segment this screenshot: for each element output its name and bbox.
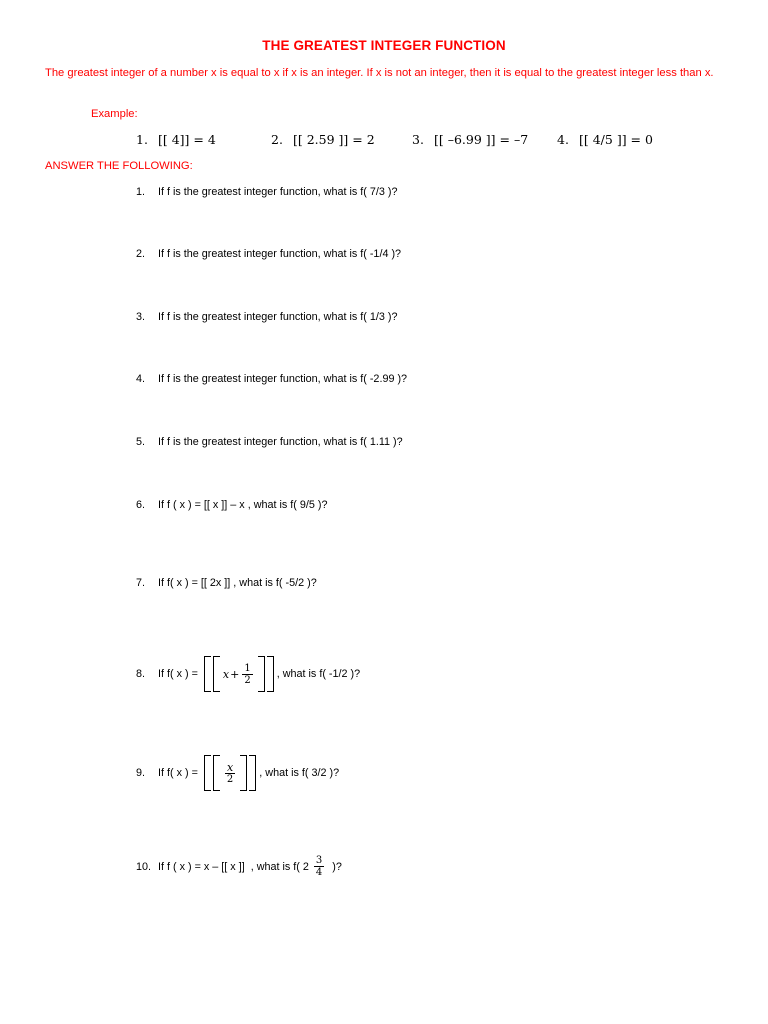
example-number: 4. <box>557 132 569 147</box>
example-expression: [[ –6.99 ]] = –7 <box>434 132 529 147</box>
example-item <box>412 132 528 147</box>
question-item <box>136 248 401 260</box>
example-number: 3. <box>412 132 424 147</box>
question-text: )? <box>332 860 342 873</box>
question-item <box>136 311 397 323</box>
question-text: If f( x ) = <box>158 767 201 779</box>
example-item <box>136 132 216 147</box>
question-number: 6. <box>136 499 146 511</box>
example-item <box>557 132 653 147</box>
question-item <box>136 577 317 589</box>
question-item <box>136 855 342 878</box>
example-label: Example: <box>91 108 138 120</box>
question-text: If f is the greatest integer function, what is f( 7/3 )? <box>158 186 398 198</box>
question-number: 3. <box>136 311 146 323</box>
fraction <box>242 663 252 686</box>
examples-row <box>0 132 768 152</box>
fraction-numerator: x <box>226 760 234 774</box>
question-number: 1. <box>136 186 146 198</box>
math-variable: x <box>222 667 230 681</box>
example-number: 2. <box>271 132 283 147</box>
example-item <box>271 132 375 147</box>
fraction-numerator: 3 <box>315 855 323 866</box>
fraction-denominator: 2 <box>244 674 251 686</box>
question-text: If f ( x ) = [[ x ]] – x , what is f( 9/5 )? <box>158 499 328 511</box>
question-text: If f( x ) = <box>158 668 201 680</box>
question-item <box>136 755 339 791</box>
question-text: If f is the greatest integer function, what is f( 1/3 )? <box>158 311 398 323</box>
question-text: , what is f( -1/2 )? <box>276 668 361 680</box>
example-expression: [[ 2.59 ]] = 2 <box>293 132 375 147</box>
greatest-integer-brackets <box>204 656 274 692</box>
question-number: 2. <box>136 248 146 260</box>
example-number: 1. <box>136 132 148 147</box>
question-text: If f is the greatest integer function, what is f( 1.11 )? <box>158 436 403 448</box>
answer-label: ANSWER THE FOLLOWING: <box>45 160 193 172</box>
question-item <box>136 186 397 198</box>
question-number: 4. <box>136 373 146 385</box>
question-text: If f is the greatest integer function, what is f( -2.99 )? <box>158 373 408 385</box>
fraction-denominator: 4 <box>315 867 323 878</box>
question-number: 8. <box>136 668 146 680</box>
question-text: If f is the greatest integer function, what is f( -1/4 )? <box>158 248 402 260</box>
question-text: , what is f( 3/2 )? <box>259 767 340 779</box>
example-expression: [[ 4]] = 4 <box>158 132 216 147</box>
question-item <box>136 656 360 692</box>
fraction-numerator: 1 <box>244 662 251 674</box>
page-title: THE GREATEST INTEGER FUNCTION <box>262 38 506 53</box>
math-operator: + <box>230 667 240 681</box>
fraction-denominator: 2 <box>226 773 234 785</box>
fraction <box>225 762 235 785</box>
question-item <box>136 499 328 511</box>
question-text: If f ( x ) = x – [[ x ]] , what is f( 2 <box>158 860 309 873</box>
definition-text: The greatest integer of a number x is equal to x if x is an integer. If x is not an integer, then it is equal to the greatest integer less than x. <box>45 67 714 79</box>
fraction <box>314 855 324 878</box>
question-number: 7. <box>136 577 146 589</box>
example-expression: [[ 4/5 ]] = 0 <box>579 132 653 147</box>
question-number: 9. <box>136 767 146 779</box>
greatest-integer-brackets <box>204 755 256 791</box>
question-item <box>136 436 403 448</box>
mixed-number-fraction <box>312 855 326 878</box>
question-item <box>136 373 407 385</box>
question-number: 5. <box>136 436 146 448</box>
question-number: 10. <box>136 860 152 873</box>
question-text: If f( x ) = [[ 2x ]] , what is f( -5/2 )? <box>158 577 317 589</box>
